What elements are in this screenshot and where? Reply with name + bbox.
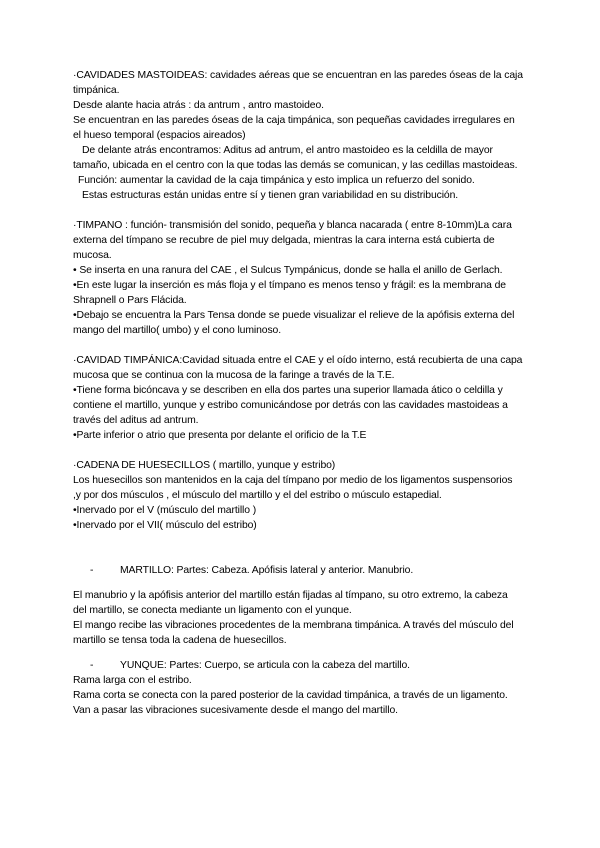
list-item-text: YUNQUE: Partes: Cuerpo, se articula con la cabeza del martillo. bbox=[120, 660, 410, 671]
bullet-item: •Tiene forma bicóncava y se describen en ella dos partes una superior llamada ático o celdilla y contiene el martillo, yunque y estribo comunicándose por detrás con las cavidades mastoideas a través del aditus ad antrum. bbox=[73, 385, 508, 426]
section-timpano-heading: ·TIMPANO : función- transmisión del sonido, pequeña y blanca nacarada ( entre 8-10mm)La cara externa del tímpano se recubre de piel muy delgada, mientras la cara interna está cubierta de mucosa. bbox=[73, 220, 512, 261]
paragraph: Desde alante hacia atrás : da antrum , antro mastoideo. bbox=[73, 100, 324, 111]
paragraph: Rama larga con el estribo. bbox=[73, 675, 192, 686]
section-cavidad-timpanica-heading: ·CAVIDAD TIMPÁNICA:Cavidad situada entre el CAE y el oído interno, está recubierta de una capa mucosa que se continua con la mucosa de la faringe a través de la T.E. bbox=[73, 355, 523, 381]
paragraph: Los huesecillos son mantenidos en la caja del tímpano por medio de los ligamentos suspensorios ,y por dos músculos , el músculo del martillo y el del estribo o músculo estapedial. bbox=[73, 475, 513, 501]
bullet-item: • Se inserta en una ranura del CAE , el Sulcus Tympánicus, donde se halla el anillo de Gerlach. bbox=[73, 265, 503, 276]
list-item-yunque bbox=[73, 658, 523, 673]
paragraph: El manubrio y la apófisis anterior del martillo están fijadas al tímpano, su otro extremo, la cabeza del martillo, se conecta mediante un ligamento con el yunque. bbox=[73, 590, 508, 616]
section-cadena-huesecillos-heading: ·CADENA DE HUESECILLOS ( martillo, yunque y estribo) bbox=[73, 460, 336, 471]
section-cavidades-mastoideas-heading: ·CAVIDADES MASTOIDEAS: cavidades aéreas que se encuentran en las paredes óseas de la caja timpánica. bbox=[73, 70, 523, 96]
paragraph: Estas estructuras están unidas entre sí y tienen gran variabilidad en su distribución. bbox=[82, 190, 459, 201]
list-dash: - bbox=[90, 565, 94, 576]
bullet-item: •Debajo se encuentra la Pars Tensa donde se puede visualizar el relieve de la apófisis externa del mango del martillo( umbo) y el cono luminoso. bbox=[73, 310, 515, 336]
list-dash: - bbox=[90, 660, 94, 671]
bullet-item: •En este lugar la inserción es más floja y el tímpano es menos tenso y frágil: es la membrana de Shrapnell o Pars Flácida. bbox=[73, 280, 506, 306]
list-item-martillo bbox=[73, 563, 523, 578]
bullet-item: •Inervado por el V (músculo del martillo ) bbox=[73, 505, 257, 516]
bullet-item: •Inervado por el VII( músculo del estribo) bbox=[73, 520, 257, 531]
paragraph: Se encuentran en las paredes óseas de la caja timpánica, son pequeñas cavidades irregulares en el hueso temporal (espacios aireados) bbox=[73, 115, 515, 141]
paragraph: Rama corta se conecta con la pared posterior de la cavidad timpánica, a través de un ligamento. Van a pasar las vibraciones sucesivamente desde el mango del martillo. bbox=[73, 690, 508, 716]
document-body bbox=[73, 68, 523, 718]
paragraph: De delante atrás encontramos: Aditus ad antrum, el antro mastoideo es la celdilla de mayor tamaño, ubicada en el centro con la que todas las demás se comunican, y las cedillas mastoideas. bbox=[73, 145, 518, 171]
paragraph: El mango recibe las vibraciones procedentes de la membrana timpánica. A través del músculo del martillo se tensa toda la cadena de huesecillos. bbox=[73, 620, 514, 646]
bullet-item: •Parte inferior o atrio que presenta por delante el orificio de la T.E bbox=[73, 430, 367, 441]
list-item-text: MARTILLO: Partes: Cabeza. Apófisis lateral y anterior. Manubrio. bbox=[120, 565, 414, 576]
paragraph: Función: aumentar la cavidad de la caja timpánica y esto implica un refuerzo del sonido. bbox=[78, 175, 475, 186]
